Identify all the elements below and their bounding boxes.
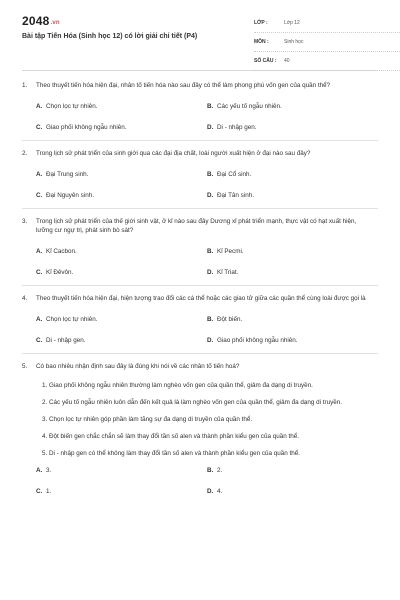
- option-letter: B.: [207, 467, 214, 474]
- option-text: Giao phối không ngẫu nhiên.: [46, 124, 127, 131]
- answer-options: [36, 315, 378, 345]
- question-number: 3.: [22, 218, 28, 225]
- option-text: Đại Nguyên sinh.: [46, 192, 94, 199]
- meta-row-subject: [254, 33, 400, 52]
- meta-label: MÔN :: [254, 39, 269, 45]
- meta-label: LỚP :: [254, 20, 268, 26]
- meta-value: 40: [284, 58, 290, 64]
- question-number: 4.: [22, 295, 28, 302]
- statement-item: 4. Đột biến gen chắc chắn sẽ làm thay đổi tần số alen và thành phần kiểu gen của quần thể.: [42, 433, 299, 440]
- option-text: Đột biến.: [217, 316, 243, 323]
- option-a[interactable]: [36, 466, 207, 475]
- meta-label: SỐ CÂU :: [254, 58, 277, 64]
- question-number: 5.: [22, 363, 28, 370]
- answer-options: [36, 247, 378, 277]
- option-c[interactable]: [36, 487, 207, 496]
- meta-value: Sinh học: [284, 39, 304, 45]
- option-text: 2.: [217, 467, 223, 474]
- question-stem: [22, 81, 378, 90]
- option-letter: D.: [207, 337, 214, 344]
- question-1: [22, 81, 378, 132]
- option-text: Đại Trung sinh.: [46, 171, 89, 178]
- option-letter: C.: [36, 337, 43, 344]
- question-number: 2.: [22, 150, 28, 157]
- option-text: Giao phối không ngẫu nhiên.: [217, 337, 298, 344]
- option-d[interactable]: [207, 191, 378, 200]
- option-text: 1.: [46, 488, 52, 495]
- option-c[interactable]: [36, 123, 207, 132]
- worksheet-header: [22, 0, 378, 71]
- statement-item: 1. Giao phối không ngẫu nhiên thường làm nghèo vốn gen của quần thể, giảm đa dạng di truyền.: [42, 382, 313, 389]
- option-text: 4.: [217, 488, 223, 495]
- option-letter: C.: [36, 488, 43, 495]
- option-letter: A.: [36, 316, 43, 323]
- option-text: Chọn lọc tự nhiên.: [46, 103, 98, 110]
- option-letter: A.: [36, 467, 43, 474]
- question-4: [22, 294, 378, 345]
- option-a[interactable]: [36, 315, 207, 324]
- option-letter: B.: [207, 248, 214, 255]
- answer-options: [36, 170, 378, 200]
- question-text: Có bao nhiêu nhận định sau đây là đúng khi nói về các nhân tố tiến hoá?: [36, 363, 240, 370]
- option-letter: D.: [207, 269, 214, 276]
- option-b[interactable]: [207, 466, 378, 475]
- option-a[interactable]: [36, 247, 207, 256]
- option-c[interactable]: [36, 191, 207, 200]
- logo-suffix: .vn: [50, 20, 60, 26]
- question-5: [22, 362, 378, 496]
- statement-item: 2. Các yếu tố ngẫu nhiên luôn dẫn đến kết quả là làm nghèo vốn gen của quần thể, giảm đa dạng di truyền.: [42, 399, 343, 406]
- question-text: Theo thuyết tiến hóa hiện đại, nhân tố tiến hóa nào sau đây có thể làm phong phú vốn gen của quần thể?: [36, 82, 331, 89]
- option-text: Kỉ Đêvôn.: [46, 269, 74, 276]
- option-letter: B.: [207, 171, 214, 178]
- option-text: Kỉ Cacbon.: [46, 248, 77, 255]
- option-text: Kỉ Pecmi.: [217, 248, 244, 255]
- option-text: Đại Tân sinh.: [217, 192, 254, 199]
- option-letter: D.: [207, 192, 214, 199]
- option-letter: B.: [207, 316, 214, 323]
- option-b[interactable]: [207, 102, 378, 111]
- option-letter: D.: [207, 124, 214, 131]
- question-stem: [22, 362, 378, 371]
- option-text: 3.: [46, 467, 52, 474]
- site-logo[interactable]: [22, 14, 60, 28]
- question-3: [22, 217, 378, 277]
- question-2: [22, 149, 378, 200]
- option-letter: A.: [36, 103, 43, 110]
- option-letter: C.: [36, 192, 43, 199]
- divider: [22, 140, 378, 141]
- option-d[interactable]: [207, 123, 378, 132]
- question-text: Trong lịch sử phát triển của thế giới sinh vật, ở kỉ nào sau đây Dương xỉ phát triển mạnh, thực vật có hạt xuất hiện, lưỡng cư ngự trị, phát sinh bò sát?: [36, 218, 357, 234]
- answer-options: [36, 466, 378, 496]
- logo-main: 2048: [22, 14, 50, 28]
- statement-item: 5. Di - nhập gen có thể không làm thay đổi tần số alen và thành phần kiểu gen của quần thể.: [42, 450, 301, 457]
- option-text: Chọn lọc tự nhiên.: [46, 316, 98, 323]
- option-a[interactable]: [36, 170, 207, 179]
- option-d[interactable]: [207, 487, 378, 496]
- divider: [22, 285, 378, 286]
- option-text: Đại Cổ sinh.: [217, 171, 252, 178]
- meta-value: Lớp 12: [284, 20, 300, 26]
- option-b[interactable]: [207, 247, 378, 256]
- divider: [22, 208, 378, 209]
- question-text: Theo thuyết tiến hóa hiện đại, hiện tượng trao đổi các cá thể hoặc các giao tử giữa các quần thể cùng loài được gọi là: [36, 295, 366, 302]
- option-d[interactable]: [207, 336, 378, 345]
- option-c[interactable]: [36, 336, 207, 345]
- option-a[interactable]: [36, 102, 207, 111]
- page-title: Bài tập Tiến Hóa (Sinh học 12) có lời giải chi tiết (P4): [22, 33, 198, 40]
- option-letter: C.: [36, 269, 43, 276]
- option-text: Di - nhập gen.: [217, 124, 257, 131]
- meta-row-count: [254, 52, 400, 71]
- option-b[interactable]: [207, 315, 378, 324]
- option-b[interactable]: [207, 170, 378, 179]
- question-stem: [22, 217, 378, 235]
- question-text: Trong lịch sử phát triển của sinh giới qua các đại địa chất, loài người xuất hiện ở đại nào sau đây?: [36, 150, 311, 157]
- meta-row-class: [254, 14, 400, 33]
- question-number: 1.: [22, 82, 28, 89]
- option-letter: B.: [207, 103, 214, 110]
- option-letter: D.: [207, 488, 214, 495]
- option-text: Di - nhập gen.: [46, 337, 86, 344]
- divider: [22, 353, 378, 354]
- question-list: [22, 71, 378, 496]
- question-stem: [22, 149, 378, 158]
- meta-info: [254, 14, 400, 71]
- question-stem: [22, 294, 378, 303]
- answer-options: [36, 102, 378, 132]
- option-text: Kỉ Triat.: [217, 269, 239, 276]
- option-d[interactable]: [207, 268, 378, 277]
- option-letter: A.: [36, 248, 43, 255]
- statement-list: [36, 381, 378, 458]
- option-letter: C.: [36, 124, 43, 131]
- option-text: Các yếu tố ngẫu nhiên.: [217, 103, 282, 110]
- statement-item: 3. Chọn lọc tự nhiên góp phần làm tăng sự đa dạng di truyền của quần thể.: [42, 416, 253, 423]
- option-c[interactable]: [36, 268, 207, 277]
- option-letter: A.: [36, 171, 43, 178]
